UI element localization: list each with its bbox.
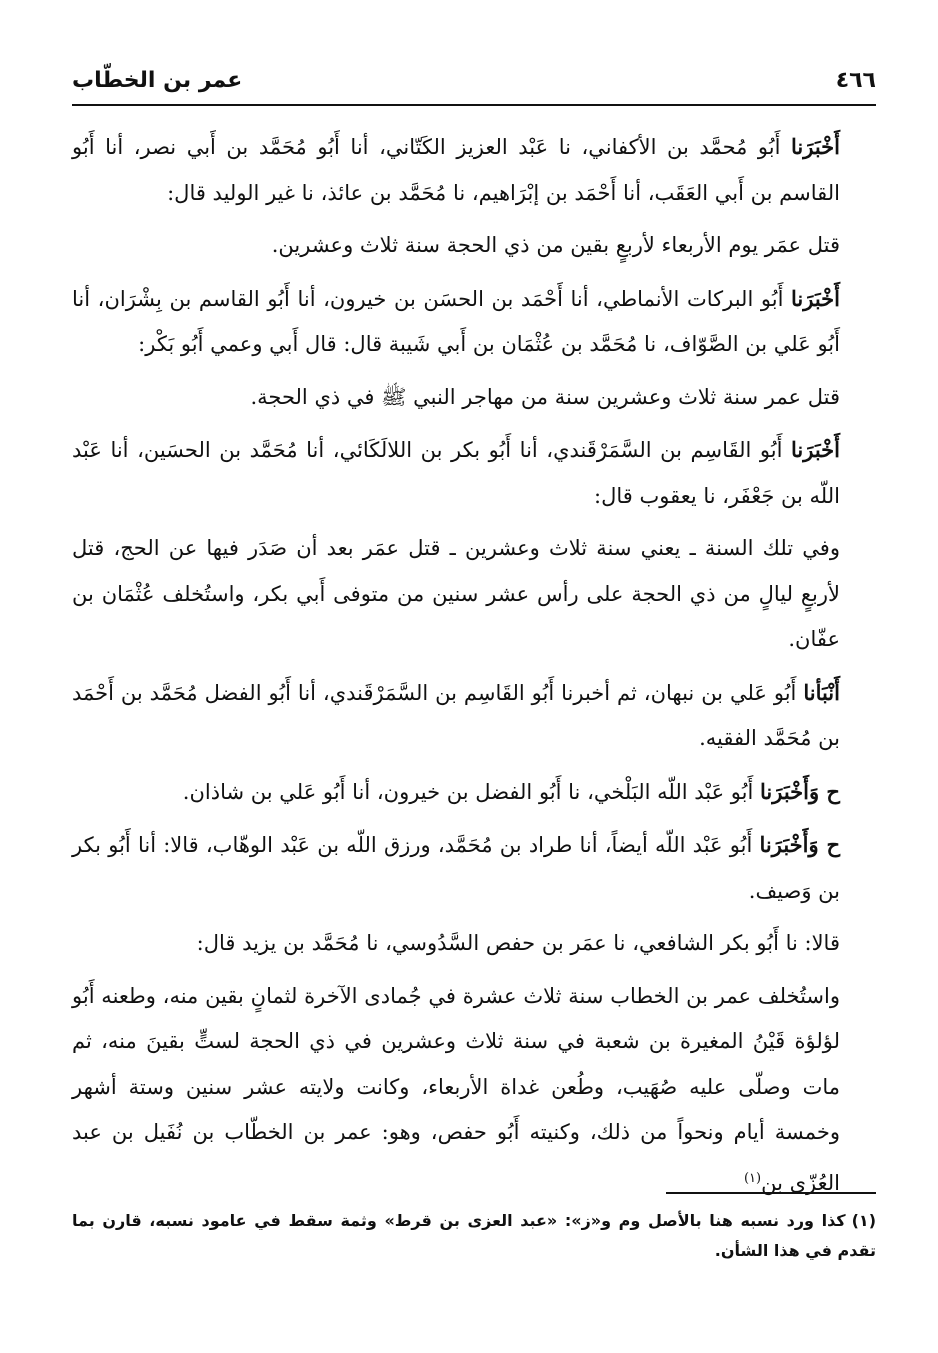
isnad-lead: ح وَأَخْبَرَنا (760, 778, 840, 804)
paragraph-text: أَبُو عَبْد اللّه البَلْخي، نا أَبُو الفضل بن خيرون، أنا أَبُو عَلي بن شاذان. (182, 779, 760, 804)
isnad-lead: ح وَأَخْبَرَنا (759, 832, 840, 857)
footnote-reference: (١) (743, 1170, 762, 1186)
paragraph-text: قتل عمر سنة ثلاث وعشرين سنة من مهاجر النبي ﷺ في ذي الحجة. (250, 384, 840, 409)
page-header (72, 64, 876, 106)
paragraph-text: أَبُو مُحمَّد بن الأكفاني، نا عَبْد العزيز الكَتّاني، أنا أَبُو مُحَمَّد بن أَبي نصر، أنا أَبُو القاسم بن أَبي العَقَب، أنا أَحْمَد بن إبْرَاهيم، نا مُحَمَّد بن عائذ، نا غير الوليد قال: (72, 135, 840, 205)
page-number: ٤٦٦ (835, 68, 876, 93)
paragraph-isnad-5 (72, 769, 876, 816)
footnote-text: كذا ورد نسبه هنا بالأصل وم و«ز»: «عبد العزى بن قرط» وثمة سقط في عامود نسبه، قارن بما تقدم في هذا الشأن. (72, 1211, 876, 1260)
footnote (72, 1206, 876, 1266)
paragraph-text: وفي تلك السنة ـ يعني سنة ثلاث وعشرين ـ قتل عمَر بعد أن صَدَر فيها عن الحج، قتل لأربعٍ ليالٍ من ذي الحجة على رأس عشر سنين من متوفى أَبي بكر، واستُخلف عُثْمَان بن عفّان. (72, 536, 840, 651)
paragraph-text: واستُخلف عمر بن الخطاب سنة ثلاث عشرة في جُمادى الآخرة لثمانٍ بقين منه، وطعنه أَبُو لؤلؤة قَيْنُ المغيرة بن شعبة في سنة ثلاث وعشرين في ذي الحجة لستٍّ بقينَ منه، ثم مات وصلّى عليه صُهَيب، وطُعن غداة الأربعاء، وكانت ولايته عشر سنين وستة أشهر وخمسة أيام ونحواً من ذلك، وكنيته أَبُو حفص، وهو: عمر بن الخطّاب بن نُفَيل بن عبد العُزّى بن (72, 983, 840, 1195)
main-text (72, 124, 876, 1213)
isnad-lead: أَخْبَرَنا (791, 437, 840, 462)
paragraph-isnad-1 (72, 124, 876, 216)
paragraph-report-2 (72, 375, 876, 421)
paragraph-text: أَبُو عَلي بن نبهان، ثم أخبرنا أَبُو القَاسِم بن السَّمَرْقَندي، أنا أَبُو الفضل مُحَمَّد بن أَحْمَد بن مُحَمَّد الفقيه. (72, 680, 840, 750)
paragraph-text: أَبُو عَبْد اللّه أيضاً، أنا طراد بن مُحَمَّد، ورزق اللّه بن عَبْد الوهّاب، قالا: أنا أَبُو بكر بن وَصيف. (72, 833, 840, 903)
paragraph-text: أَبُو البركات الأنماطي، أنا أَحْمَد بن الحسَن بن خيرون، أنا أَبُو القاسم بن بِشْرَان، أنا أَبُو عَلي بن الصَّوّاف، نا مُحَمَّد بن عُثْمَان بن أَبي شَيبة قال: قال أَبي وعمي أَبُو بَكْر: (72, 286, 840, 356)
paragraph-report-4 (72, 974, 876, 1207)
paragraph-text: قالا: نا أَبُو بكر الشافعي، نا عمَر بن حفص السَّدُوسي، نا مُحَمَّد بن يزيد قال: (196, 931, 840, 955)
paragraph-isnad-3 (72, 427, 876, 519)
isnad-lead: أَخْبَرَنا (791, 285, 840, 311)
running-title: عمر بن الخطّاب (72, 68, 243, 93)
paragraph-isnad-7 (72, 921, 876, 967)
paragraph-isnad-2 (72, 276, 876, 368)
isnad-lead: أَنْبَأنا (803, 679, 840, 705)
paragraph-isnad-4 (72, 670, 876, 762)
paragraph-isnad-6 (72, 822, 876, 914)
paragraph-report-1 (72, 223, 876, 269)
footnote-divider (666, 1192, 876, 1194)
footnote-number: (١) (851, 1211, 876, 1230)
paragraph-report-3 (72, 526, 876, 663)
isnad-lead: أَخْبَرَنا (791, 134, 840, 159)
paragraph-text: أَبُو القَاسِم بن السَّمَرْقَندي، أنا أَبُو بكر بن اللالَكَائي، أنا مُحَمَّد بن الحسَين، أنا عَبْد اللّه بن جَعْفَر، نا يعقوب قال: (72, 438, 840, 508)
paragraph-text: قتل عمَر يوم الأربعاء لأربعٍ بقين من ذي الحجة سنة ثلاث وعشرين. (271, 233, 840, 257)
